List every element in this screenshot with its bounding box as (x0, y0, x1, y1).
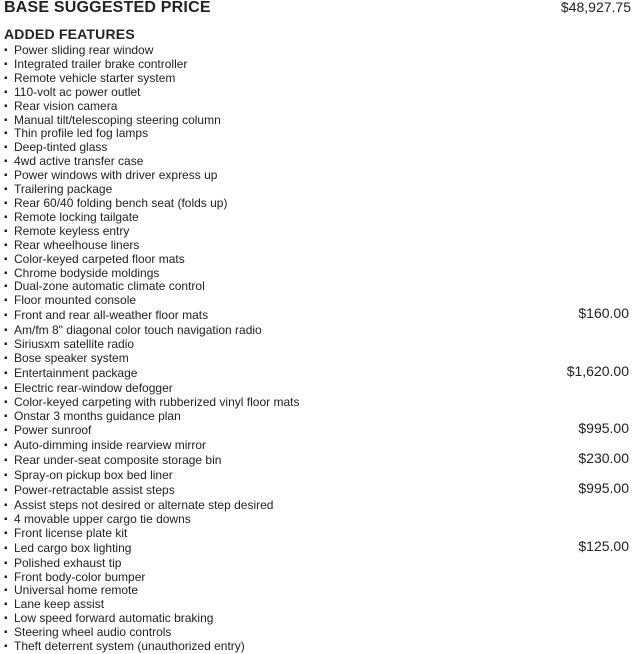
feature-row (4, 324, 631, 338)
feature-item (4, 239, 139, 253)
base-price-row (4, 0, 631, 17)
feature-row (4, 225, 631, 239)
feature-name: Power windows with driver express up (14, 168, 218, 183)
feature-name: Siriusxm satellite radio (14, 337, 135, 352)
feature-name: Spray-on pickup box bed liner (14, 468, 173, 483)
feature-name: Floor mounted console (14, 293, 137, 308)
feature-name: Integrated trailer brake controller (14, 56, 188, 71)
feature-item (4, 155, 143, 169)
feature-row (4, 537, 631, 556)
bullet-icon: ▪ (4, 455, 8, 467)
feature-item (4, 324, 262, 338)
feature-row (4, 513, 631, 527)
feature-name: Low speed forward automatic braking (14, 611, 214, 626)
feature-name: Trailering package (14, 182, 113, 197)
feature-item (4, 410, 181, 424)
section-title: ADDED FEATURES (4, 26, 135, 42)
feature-item (4, 267, 159, 281)
bullet-icon: ▪ (4, 410, 8, 422)
bullet-icon: ▪ (4, 86, 8, 98)
feature-item (4, 598, 104, 612)
feature-row (4, 626, 631, 640)
base-price-value: $48,927.75 (560, 0, 631, 15)
bullet-icon: ▪ (4, 114, 8, 126)
bullet-icon: ▪ (4, 557, 8, 569)
feature-price: $125.00 (578, 537, 629, 554)
feature-row (4, 305, 631, 323)
bullet-icon: ▪ (4, 513, 8, 525)
bullet-icon: ▪ (4, 627, 8, 639)
feature-item (4, 86, 141, 100)
bullet-icon: ▪ (4, 485, 8, 497)
feature-item (4, 225, 129, 239)
bullet-icon: ▪ (4, 197, 8, 209)
feature-row (4, 439, 631, 453)
feature-item (4, 183, 112, 197)
feature-name: Color-keyed carpeted floor mats (14, 251, 185, 266)
feature-row (4, 86, 631, 100)
feature-item (4, 571, 145, 585)
feature-item (4, 338, 134, 352)
feature-row (4, 169, 631, 183)
bullet-icon: ▪ (4, 599, 8, 611)
feature-row (4, 114, 631, 128)
feature-name: Chrome bodyside moldings (14, 265, 160, 280)
feature-name: Power sliding rear window (14, 43, 154, 57)
feature-name: Remote locking tailgate (14, 209, 139, 224)
feature-item (4, 169, 217, 183)
bullet-icon: ▪ (4, 352, 8, 364)
feature-item (4, 253, 185, 267)
feature-name: Universal home remote (14, 583, 139, 598)
bullet-icon: ▪ (4, 367, 8, 379)
bullet-icon: ▪ (4, 281, 8, 293)
feature-name: Steering wheel audio controls (14, 625, 172, 640)
feature-name: Rear vision camera (14, 98, 118, 113)
feature-item (4, 352, 129, 366)
feature-name: 110-volt ac power outlet (14, 84, 141, 99)
bullet-icon: ▪ (4, 613, 8, 625)
feature-name: Color-keyed carpeting with rubberized vinyl floor mats (14, 394, 300, 409)
feature-row (4, 183, 631, 197)
feature-item (4, 44, 153, 58)
bullet-icon: ▪ (4, 470, 8, 482)
feature-row (4, 197, 631, 211)
feature-row (4, 410, 631, 424)
feature-item (4, 499, 273, 513)
feature-name: Led cargo box lighting (14, 540, 132, 555)
feature-row (4, 141, 631, 155)
feature-item (4, 127, 148, 141)
feature-row (4, 211, 631, 225)
feature-item (4, 197, 227, 211)
feature-row (4, 58, 631, 72)
feature-row (4, 396, 631, 410)
feature-item (4, 141, 107, 155)
bullet-icon: ▪ (4, 128, 8, 140)
feature-item (4, 396, 299, 410)
feature-row (4, 280, 631, 294)
feature-name: Rear under-seat composite storage bin (14, 453, 222, 468)
feature-item (4, 542, 131, 556)
bullet-icon: ▪ (4, 211, 8, 223)
feature-name: Front license plate kit (14, 525, 128, 540)
bullet-icon: ▪ (4, 542, 8, 554)
feature-name: Front and rear all-weather floor mats (14, 308, 209, 323)
feature-row (4, 612, 631, 626)
feature-item (4, 454, 221, 468)
feature-item (4, 612, 213, 626)
feature-name: Power-retractable assist steps (14, 483, 175, 498)
feature-row (4, 294, 631, 308)
feature-name: Auto-dimming inside rearview mirror (14, 438, 207, 453)
feature-name: 4wd active transfer case (14, 154, 144, 169)
feature-item (4, 513, 191, 527)
feature-item (4, 584, 138, 598)
feature-row (4, 267, 631, 281)
feature-row (4, 557, 631, 571)
feature-item (4, 527, 127, 541)
feature-name: Polished exhaust tip (14, 555, 122, 570)
feature-name: Remote vehicle starter system (14, 70, 176, 85)
bullet-icon: ▪ (4, 571, 8, 583)
bullet-icon: ▪ (4, 295, 8, 307)
feature-item (4, 309, 208, 323)
feature-item (4, 100, 117, 114)
feature-row (4, 352, 631, 366)
feature-name: Deep-tinted glass (14, 140, 108, 155)
bullet-icon: ▪ (4, 45, 8, 56)
bullet-icon: ▪ (4, 239, 8, 251)
feature-item (4, 469, 173, 483)
feature-row (4, 239, 631, 253)
bullet-icon: ▪ (4, 440, 8, 452)
feature-name: Rear 60/40 folding bench seat (folds up) (14, 195, 228, 210)
bullet-icon: ▪ (4, 641, 8, 653)
feature-row (4, 450, 631, 468)
feature-item (4, 280, 205, 294)
feature-item (4, 382, 173, 396)
feature-name: Assist steps not desired or alternate step desired (14, 498, 274, 512)
feature-item (4, 294, 136, 308)
feature-item (4, 211, 139, 225)
bullet-icon: ▪ (4, 100, 8, 112)
feature-name: Electric rear-window defogger (14, 380, 173, 395)
feature-row (4, 155, 631, 169)
bullet-icon: ▪ (4, 425, 8, 437)
feature-item (4, 367, 137, 381)
feature-item (4, 626, 171, 640)
feature-name: Onstar 3 months guidance plan (14, 408, 181, 423)
bullet-icon: ▪ (4, 500, 8, 511)
bullet-icon: ▪ (4, 527, 8, 539)
bullet-icon: ▪ (4, 58, 8, 70)
feature-name: Power sunroof (14, 423, 92, 438)
feature-name: Front body-color bumper (14, 569, 146, 584)
feature-item (4, 557, 121, 571)
feature-row (4, 640, 631, 654)
bullet-icon: ▪ (4, 585, 8, 597)
bullet-icon: ▪ (4, 325, 8, 337)
feature-name: Am/fm 8" diagonal color touch navigation radio (14, 323, 262, 338)
feature-item (4, 72, 175, 86)
bullet-icon: ▪ (4, 267, 8, 279)
feature-row (4, 469, 631, 483)
bullet-icon: ▪ (4, 184, 8, 196)
feature-item (4, 424, 91, 438)
feature-row (4, 253, 631, 267)
feature-name: 4 movable upper cargo tie downs (14, 511, 191, 526)
feature-name: Entertainment package (14, 365, 138, 380)
feature-row (4, 72, 631, 86)
feature-row (4, 44, 631, 58)
feature-item (4, 114, 221, 128)
feature-name: Dual-zone automatic climate control (14, 279, 205, 294)
feature-row (4, 100, 631, 114)
feature-row (4, 584, 631, 598)
feature-name: Lane keep assist (14, 597, 105, 612)
feature-name: Manual tilt/telescoping steering column (14, 112, 221, 127)
feature-price: $160.00 (578, 305, 629, 322)
feature-price: $230.00 (578, 450, 629, 467)
feature-row (4, 362, 631, 381)
feature-row (4, 598, 631, 612)
feature-name: Theft deterrent system (unauthorized entry) (14, 639, 245, 654)
feature-name: Rear wheelhouse liners (14, 237, 140, 252)
bullet-icon: ▪ (4, 396, 8, 408)
feature-name: Thin profile led fog lamps (14, 126, 149, 141)
feature-row (4, 382, 631, 396)
feature-price: $995.00 (578, 420, 629, 437)
bullet-icon: ▪ (4, 142, 8, 154)
feature-item (4, 484, 175, 498)
feature-row (4, 480, 631, 498)
feature-list (4, 44, 631, 654)
feature-item (4, 439, 206, 453)
feature-name: Bose speaker system (14, 350, 129, 365)
bullet-icon: ▪ (4, 382, 8, 394)
feature-row (4, 527, 631, 541)
feature-row (4, 338, 631, 352)
base-price-label: BASE SUGGESTED PRICE (4, 0, 211, 16)
bullet-icon: ▪ (4, 170, 8, 182)
bullet-icon: ▪ (4, 339, 8, 351)
feature-row (4, 499, 631, 513)
bullet-icon: ▪ (4, 156, 8, 168)
feature-row (4, 127, 631, 141)
feature-row (4, 571, 631, 585)
feature-price: $1,620.00 (566, 362, 629, 379)
bullet-icon: ▪ (4, 225, 8, 237)
feature-item (4, 58, 187, 72)
bullet-icon: ▪ (4, 310, 8, 322)
bullet-icon: ▪ (4, 253, 8, 265)
bullet-icon: ▪ (4, 72, 8, 84)
feature-price: $995.00 (578, 480, 629, 497)
feature-name: Remote keyless entry (14, 223, 130, 238)
feature-row (4, 420, 631, 438)
feature-item (4, 640, 245, 654)
